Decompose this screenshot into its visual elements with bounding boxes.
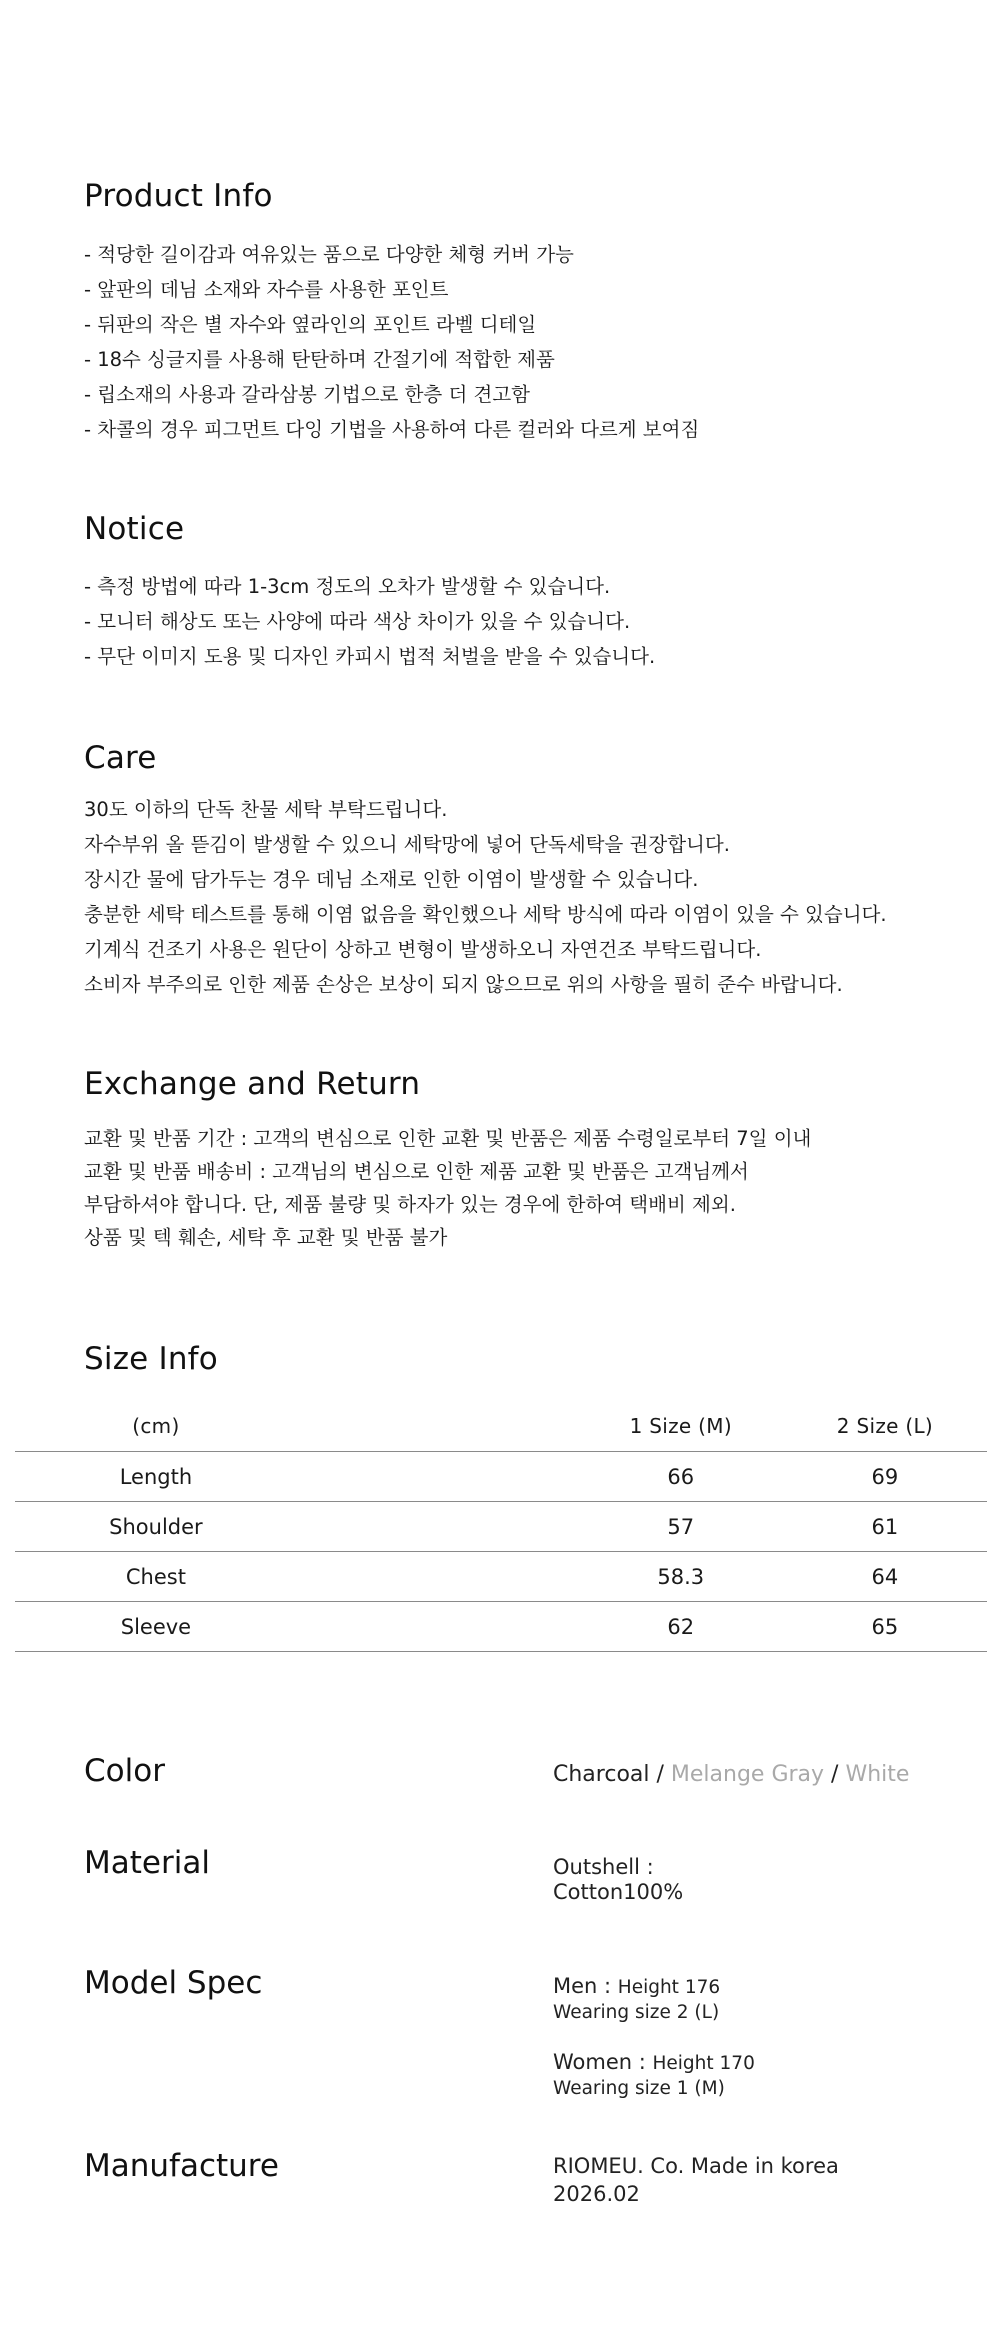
cell-value: 64 [871, 1564, 899, 1589]
manufacture-date: 2026.02 [553, 2182, 640, 2206]
material-label: Material [84, 1845, 210, 1881]
women-label: Women : [553, 2050, 653, 2074]
size-info-title: Size Info [84, 1341, 218, 1377]
manufacture-label: Manufacture [84, 2148, 279, 2184]
table-header-size-1: 1 Size (M) [629, 1413, 732, 1438]
row-label: Chest [125, 1564, 186, 1589]
list-item: - 뒤판의 작은 별 자수와 옆라인의 포인트 라벨 디테일 [84, 313, 537, 336]
list-item: - 앞판의 데님 소재와 자수를 사용한 포인트 [84, 278, 449, 301]
list-item: 교환 및 반품 배송비 : 고객님의 변심으로 인한 제품 교환 및 반품은 고객님께서 [84, 1160, 749, 1183]
list-item: 소비자 부주의로 인한 제품 손상은 보상이 되지 않으므로 위의 사항을 필히 준수 바랍니다. [84, 973, 843, 996]
exchange-title: Exchange and Return [84, 1066, 421, 1102]
list-item: - 모니터 해상도 또는 사양에 따라 색상 차이가 있을 수 있습니다. [84, 610, 631, 633]
table-row [15, 1552, 987, 1602]
women-wearing-size: Wearing size 1 (M) [553, 2078, 725, 2099]
list-item: 30도 이하의 단독 찬물 세탁 부탁드립니다. [84, 798, 448, 821]
cell-value: 69 [871, 1464, 899, 1489]
table-row [15, 1602, 987, 1652]
color-option-white: White [845, 1762, 910, 1787]
color-value [553, 1762, 909, 1787]
material-line: Cotton100% [553, 1880, 684, 1904]
list-item: 상품 및 텍 훼손, 세탁 후 교환 및 반품 불가 [84, 1226, 448, 1249]
men-height: Height 176 [617, 1977, 721, 1998]
list-item: - 적당한 길이감과 여유있는 품으로 다양한 체형 커버 가능 [84, 243, 574, 266]
color-label: Color [84, 1753, 165, 1789]
manufacture-value [553, 2152, 839, 2208]
cell-value: 61 [871, 1514, 899, 1539]
exchange-list [84, 1122, 811, 1254]
cell-value: 57 [667, 1514, 695, 1539]
row-label: Sleeve [120, 1614, 192, 1639]
table-header-unit: (cm) [132, 1413, 180, 1438]
row-label: Shoulder [109, 1514, 203, 1539]
color-separator: / [649, 1762, 671, 1787]
list-item: 부담하셔야 합니다. 단, 제품 불량 및 하자가 있는 경우에 한하여 택배비 제외. [84, 1193, 736, 1216]
material-value [553, 1855, 683, 1905]
list-item: - 측정 방법에 따라 1-3cm 정도의 오차가 발생할 수 있습니다. [84, 575, 611, 598]
table-header-size-2: 2 Size (L) [836, 1413, 934, 1438]
table-row [15, 1502, 987, 1552]
product-info-list [84, 237, 699, 447]
list-item: - 차콜의 경우 피그먼트 다잉 기법을 사용하여 다른 컬러와 다르게 보여짐 [84, 418, 700, 441]
cell-value: 58.3 [657, 1564, 705, 1589]
list-item: 교환 및 반품 기간 : 고객의 변심으로 인한 교환 및 반품은 제품 수령일로부터 7일 이내 [84, 1127, 812, 1150]
row-label: Length [119, 1464, 193, 1489]
cell-value: 62 [667, 1614, 695, 1639]
care-title: Care [84, 740, 157, 776]
material-line: Outshell : [553, 1855, 654, 1879]
list-item: 장시간 물에 담가두는 경우 데님 소재로 인한 이염이 발생할 수 있습니다. [84, 868, 699, 891]
model-spec-men [553, 1974, 720, 2025]
men-label: Men : [553, 1974, 618, 1998]
men-wearing-size: Wearing size 2 (L) [553, 2002, 720, 2023]
list-item: - 18수 싱글지를 사용해 탄탄하며 간절기에 적합한 제품 [84, 348, 555, 371]
care-list [84, 792, 887, 1002]
color-option-charcoal: Charcoal [553, 1762, 650, 1787]
model-spec-label: Model Spec [84, 1965, 263, 2001]
list-item: 기계식 건조기 사용은 원단이 상하고 변형이 발생하오니 자연건조 부탁드립니다. [84, 938, 762, 961]
size-table [15, 1400, 987, 1652]
product-info-title: Product Info [84, 178, 273, 214]
color-option-melange-gray: Melange Gray [670, 1762, 825, 1787]
notice-list [84, 569, 655, 674]
list-item: 충분한 세탁 테스트를 통해 이염 없음을 확인했으나 세탁 방식에 따라 이염이 있을 수 있습니다. [84, 903, 887, 926]
table-header-row [15, 1400, 987, 1452]
cell-value: 65 [871, 1614, 899, 1639]
list-item: - 무단 이미지 도용 및 디자인 카피시 법적 처벌을 받을 수 있습니다. [84, 645, 656, 668]
women-height: Height 170 [652, 2053, 755, 2074]
table-row [15, 1452, 987, 1502]
list-item: 자수부위 올 뜯김이 발생할 수 있으니 세탁망에 넣어 단독세탁을 권장합니다. [84, 833, 730, 856]
notice-title: Notice [84, 511, 185, 547]
color-separator: / [824, 1762, 846, 1787]
list-item: - 립소재의 사용과 갈라삼봉 기법으로 한층 더 견고함 [84, 383, 531, 406]
model-spec-women [553, 2050, 755, 2101]
manufacture-line: RIOMEU. Co. Made in korea [553, 2154, 839, 2178]
cell-value: 66 [667, 1464, 695, 1489]
